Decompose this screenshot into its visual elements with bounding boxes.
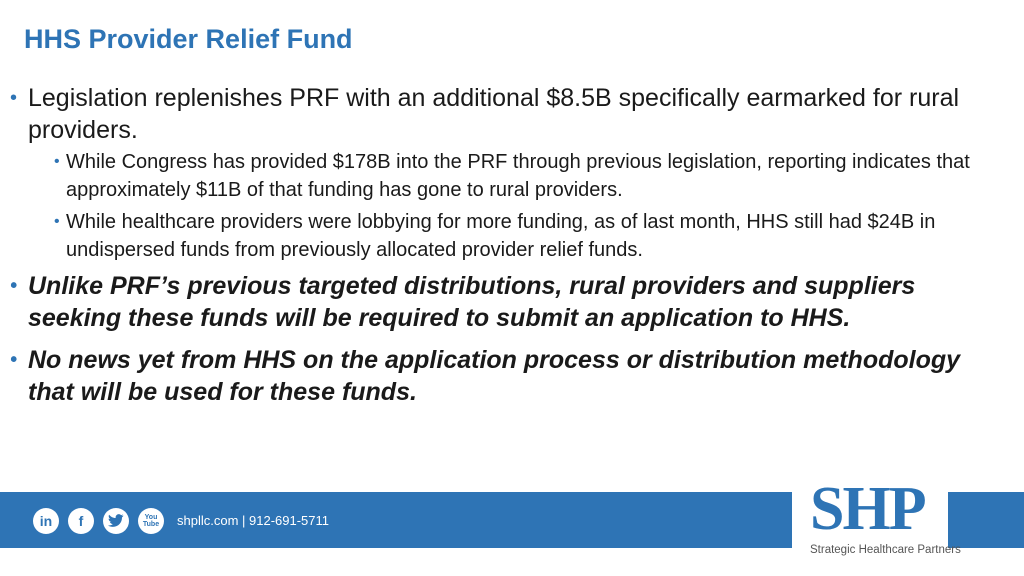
- twitter-icon[interactable]: [103, 508, 129, 534]
- bullet-text: Legislation replenishes PRF with an additional $8.5B specifically earmarked for rural providers.: [28, 84, 960, 144]
- sub-bullet-item: [10, 208, 1010, 264]
- company-logo: SHP: [810, 475, 925, 543]
- bullet-dot-icon: •: [10, 87, 18, 109]
- social-links: [33, 508, 164, 534]
- bullet-item: [10, 82, 1010, 146]
- bullet-item: [10, 270, 1010, 334]
- bullet-item: [10, 344, 1010, 408]
- linkedin-icon[interactable]: in: [33, 508, 59, 534]
- sub-bullet-item: [10, 148, 1010, 204]
- slide-content: [10, 82, 1010, 408]
- slide-title: HHS Provider Relief Fund: [24, 24, 353, 54]
- youtube-icon[interactable]: You Tube: [138, 508, 164, 534]
- bullet-dot-icon: •: [54, 213, 60, 230]
- sub-bullet-text: While Congress has provided $178B into the PRF through previous legislation, reporting indicates that approximately $11B of that funding has gone to rural providers.: [66, 151, 970, 201]
- bullet-dot-icon: •: [10, 349, 18, 371]
- facebook-icon[interactable]: f: [68, 508, 94, 534]
- sub-bullet-text: While healthcare providers were lobbying for more funding, as of last month, HHS still had $24B in undispersed funds from previously allocated provider relief funds.: [66, 211, 936, 261]
- bullet-dot-icon: •: [10, 275, 18, 297]
- bullet-text: Unlike PRF’s previous targeted distributions, rural providers and suppliers seeking these funds will be required to submit an application to HHS.: [28, 272, 916, 332]
- company-logo-subtitle: Strategic Healthcare Partners: [810, 544, 961, 556]
- footer-contact[interactable]: shpllc.com | 912-691-5711: [177, 513, 330, 528]
- bullet-dot-icon: •: [54, 153, 60, 170]
- footer-bar-right: [948, 492, 1024, 548]
- bullet-text: No news yet from HHS on the application process or distribution methodology that will be used for these funds.: [28, 346, 961, 406]
